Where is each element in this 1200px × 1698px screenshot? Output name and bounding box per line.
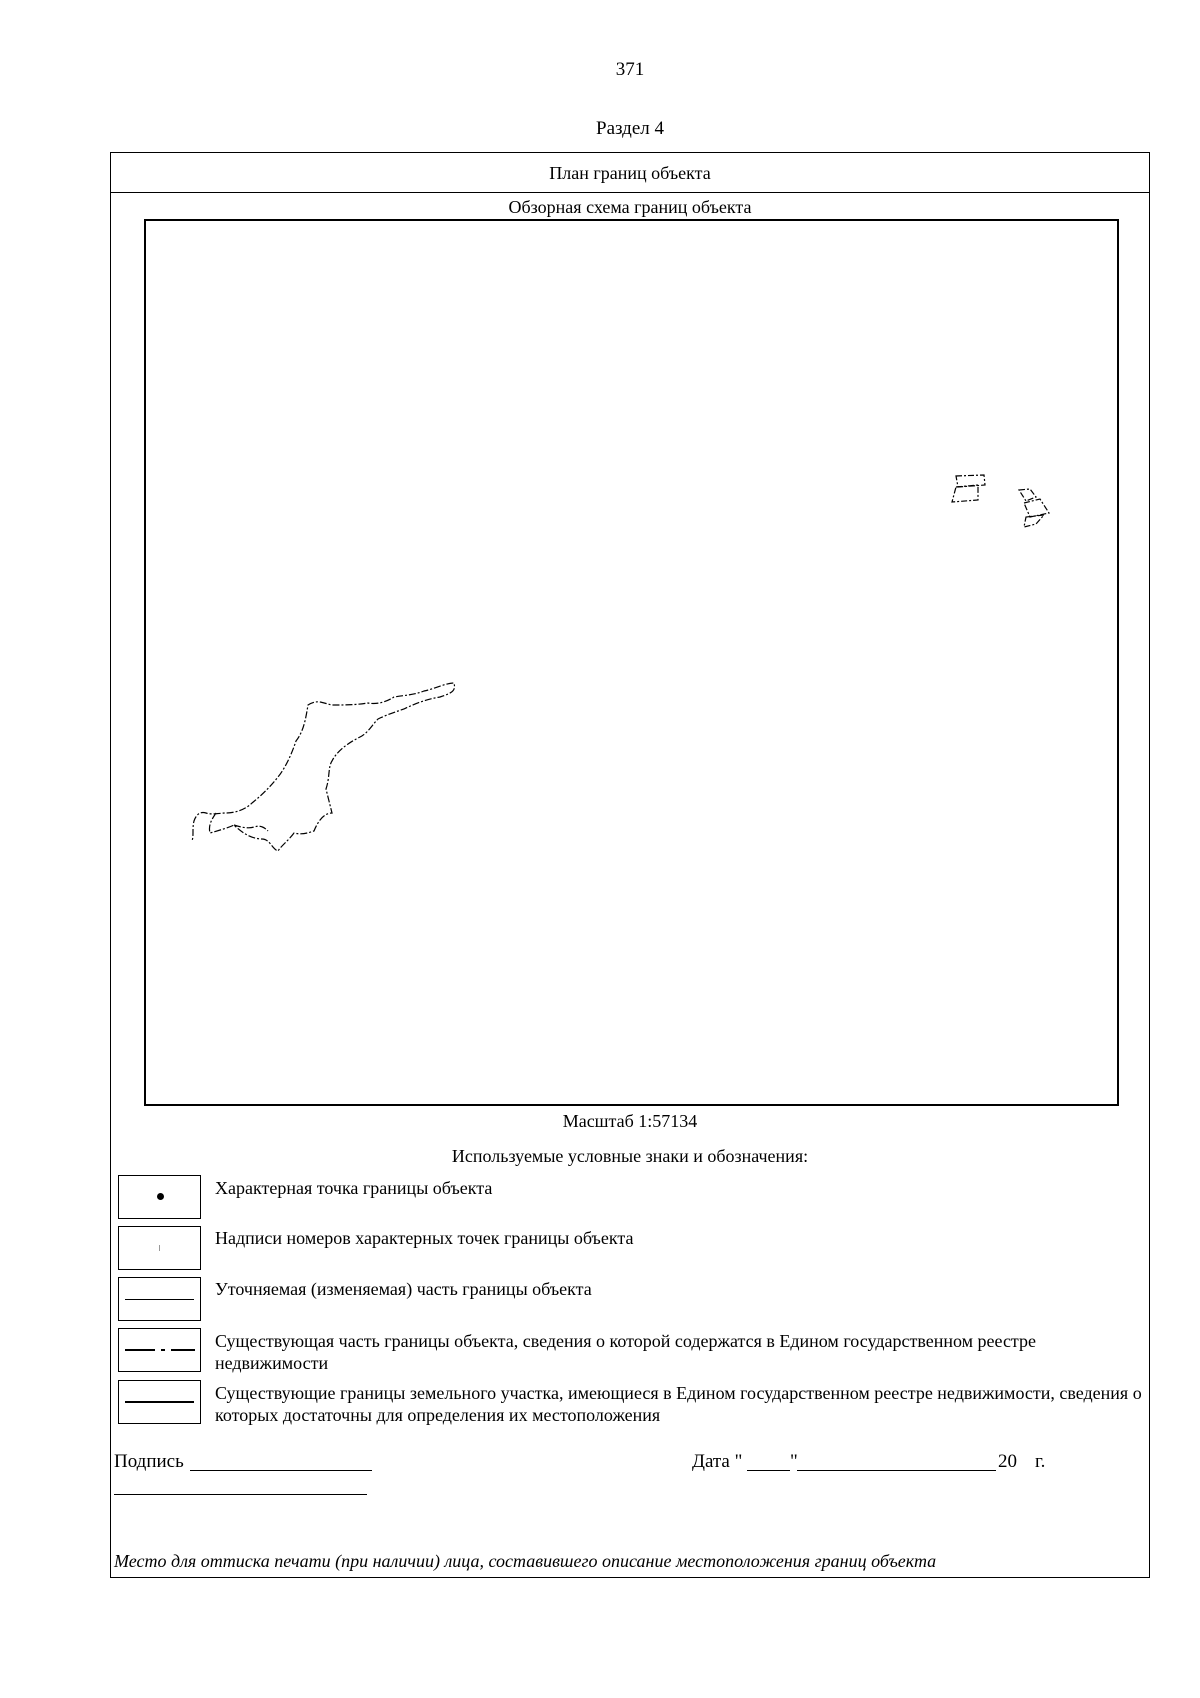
date-year-prefix: 20 <box>998 1451 1017 1472</box>
date-label: Дата " <box>692 1451 743 1472</box>
parcel-outline-5 <box>1024 515 1044 527</box>
plan-title: План границ объекта <box>549 163 711 183</box>
legend-symbol-solid-thick <box>118 1380 201 1424</box>
signature-line[interactable] <box>190 1470 372 1471</box>
legend-symbol-dash-dot <box>118 1328 201 1372</box>
point-icon <box>157 1193 164 1200</box>
date-year-suffix: г. <box>1035 1451 1046 1472</box>
date-day-line[interactable] <box>747 1470 790 1471</box>
parcel-outline-2 <box>952 485 978 502</box>
legend-text-point: Характерная точка границы объекта <box>215 1178 493 1198</box>
boundary-outline-main <box>192 683 454 851</box>
dash-dot-line-icon <box>125 1347 195 1353</box>
page-number: 371 <box>615 59 645 80</box>
parcel-outline-4 <box>1024 499 1049 517</box>
thick-line-icon <box>125 1401 194 1403</box>
date-quote-close: " <box>790 1451 798 1472</box>
scale-text: Масштаб 1:57134 <box>562 1111 698 1131</box>
signature-name-line[interactable] <box>114 1494 367 1495</box>
frame-divider <box>110 192 1150 193</box>
section-title: Раздел 4 <box>596 118 664 139</box>
scheme-title: Обзорная схема границ объекта <box>508 197 752 217</box>
legend-title: Используемые условные знаки и обозначения: <box>451 1146 809 1166</box>
label-mark-icon <box>159 1245 160 1251</box>
legend-text-solid-thin: Уточняемая (изменяемая) часть границы объекта <box>215 1279 592 1299</box>
date-month-line[interactable] <box>797 1470 996 1471</box>
legend-text-dash-dot: Существующая часть границы объекта, сведения о которой содержатся в Едином государственном реестре недвижимости <box>215 1331 1037 1373</box>
stamp-note: Место для оттиска печати (при наличии) лица, составившего описание местоположения границ объекта <box>114 1551 937 1571</box>
legend-symbol-label <box>118 1226 201 1270</box>
legend-text-label: Надписи номеров характерных точек границы объекта <box>215 1228 634 1248</box>
parcel-outline-3 <box>1019 489 1036 501</box>
legend-symbol-point <box>118 1175 201 1219</box>
boundary-map-drawing <box>146 221 1117 1104</box>
legend-symbol-solid-thin <box>118 1277 201 1321</box>
legend-text-solid-thick: Существующие границы земельного участка, имеющиеся в Едином государственном реестре недвижимости, сведения о которых достаточны для определения их местоположения <box>215 1383 1142 1425</box>
thin-line-icon <box>125 1299 194 1300</box>
signature-label: Подпись <box>114 1451 184 1472</box>
